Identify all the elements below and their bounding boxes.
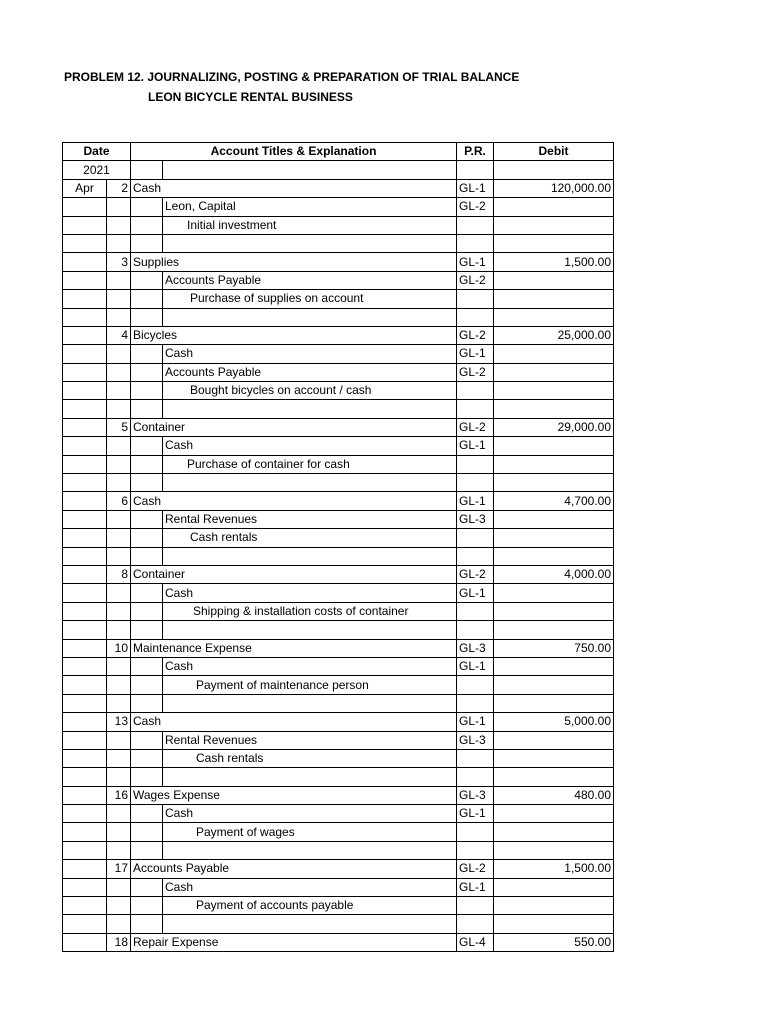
post-ref: GL-2 (457, 565, 494, 583)
debit-account: Supplies (131, 253, 457, 271)
day-cell: 5 (107, 418, 131, 436)
month-cell (63, 933, 107, 951)
entry-explanation: Payment of wages (196, 824, 295, 839)
debit-amount: 4,000.00 (494, 565, 614, 583)
post-ref: GL-1 (457, 878, 494, 896)
debit-amount: 4,700.00 (494, 492, 614, 510)
journal-entry-explanation-row (63, 382, 614, 400)
debit-account: Bicycles (131, 326, 457, 344)
credit-account: Cash (163, 584, 457, 602)
debit-amount: 750.00 (494, 639, 614, 657)
journal-entry-explanation-row (63, 455, 614, 473)
journal-entry-explanation-row (63, 602, 614, 620)
month-cell (63, 418, 107, 436)
post-ref: GL-1 (457, 492, 494, 510)
debit-amount: 480.00 (494, 786, 614, 804)
journal-entry-explanation-row (63, 216, 614, 234)
blank-row (63, 915, 614, 933)
day-cell: 4 (107, 326, 131, 344)
month-cell (63, 492, 107, 510)
journal-entry-credit-row (63, 437, 614, 455)
entry-explanation: Shipping & installation costs of container (193, 603, 409, 618)
day-cell: 13 (107, 713, 131, 731)
journal-entry-credit-row (63, 198, 614, 216)
journal-entry-credit-row (63, 731, 614, 749)
blank-row (63, 474, 614, 492)
day-cell: 3 (107, 253, 131, 271)
debit-account: Cash (131, 492, 457, 510)
credit-account: Rental Revenues (163, 510, 457, 528)
debit-account: Maintenance Expense (131, 639, 457, 657)
credit-account: Cash (163, 437, 457, 455)
journal-entry-explanation-row (63, 749, 614, 767)
year-row (63, 161, 614, 179)
blank-row (63, 400, 614, 418)
journal-entry-debit-row (63, 713, 614, 731)
post-ref: GL-2 (457, 363, 494, 381)
credit-account: Accounts Payable (163, 271, 457, 289)
journal-body (63, 179, 614, 951)
post-ref: GL-2 (457, 860, 494, 878)
blank-row (63, 621, 614, 639)
post-ref: GL-1 (457, 437, 494, 455)
month-cell (63, 253, 107, 271)
month-cell (63, 713, 107, 731)
journal-entry-explanation-row (63, 823, 614, 841)
month-cell (63, 326, 107, 344)
day-cell: 17 (107, 860, 131, 878)
entry-explanation: Purchase of supplies on account (190, 291, 364, 306)
credit-account: Accounts Payable (163, 363, 457, 381)
journal-entry-credit-row (63, 363, 614, 381)
debit-account: Wages Expense (131, 786, 457, 804)
journal-entry-debit-row (63, 418, 614, 436)
debit-account: Repair Expense (131, 933, 457, 951)
post-ref: GL-2 (457, 418, 494, 436)
entry-explanation: Initial investment (187, 217, 277, 232)
month-cell (63, 565, 107, 583)
entry-explanation: Payment of accounts payable (196, 898, 354, 913)
debit-account: Cash (131, 179, 457, 197)
journal-entry-credit-row (63, 345, 614, 363)
blank-row (63, 308, 614, 326)
journal-entry-explanation-row (63, 290, 614, 308)
journal-entry-debit-row (63, 179, 614, 197)
journal-entry-debit-row (63, 326, 614, 344)
journal-entry-explanation-row (63, 897, 614, 915)
journal-entry-credit-row (63, 657, 614, 675)
credit-account: Rental Revenues (163, 731, 457, 749)
debit-account: Cash (131, 713, 457, 731)
credit-account: Leon, Capital (163, 198, 457, 216)
journal-entry-credit-row (63, 510, 614, 528)
journal-entry-debit-row (63, 565, 614, 583)
post-ref: GL-3 (457, 639, 494, 657)
day-cell: 10 (107, 639, 131, 657)
journal-entry-debit-row (63, 253, 614, 271)
month-cell (63, 639, 107, 657)
header-row (63, 143, 614, 161)
month-cell: Apr (63, 179, 107, 197)
post-ref: GL-1 (457, 253, 494, 271)
problem-title: PROBLEM 12. JOURNALIZING, POSTING & PREPARATION OF TRIAL BALANCE (64, 70, 520, 84)
entry-explanation: Cash rentals (196, 751, 264, 766)
entry-explanation: Bought bicycles on account / cash (190, 383, 372, 398)
pr-header: P.R. (457, 143, 494, 161)
debit-amount: 29,000.00 (494, 418, 614, 436)
post-ref: GL-1 (457, 345, 494, 363)
blank-row (63, 841, 614, 859)
post-ref: GL-3 (457, 731, 494, 749)
credit-account: Cash (163, 878, 457, 896)
post-ref: GL-1 (457, 657, 494, 675)
month-cell (63, 860, 107, 878)
post-ref: GL-1 (457, 584, 494, 602)
journal-entry-credit-row (63, 584, 614, 602)
blank-row (63, 234, 614, 252)
debit-amount: 120,000.00 (494, 179, 614, 197)
business-name: LEON BICYCLE RENTAL BUSINESS (148, 90, 353, 104)
debit-amount: 1,500.00 (494, 253, 614, 271)
debit-amount: 550.00 (494, 933, 614, 951)
day-cell: 16 (107, 786, 131, 804)
journal-entry-credit-row (63, 271, 614, 289)
post-ref: GL-4 (457, 933, 494, 951)
credit-account: Cash (163, 657, 457, 675)
blank-row (63, 547, 614, 565)
debit-amount: 1,500.00 (494, 860, 614, 878)
debit-amount: 25,000.00 (494, 326, 614, 344)
journal-entry-credit-row (63, 878, 614, 896)
journal-entry-debit-row (63, 786, 614, 804)
post-ref: GL-2 (457, 326, 494, 344)
debit-header: Debit (494, 143, 614, 161)
journal-entry-credit-row (63, 805, 614, 823)
debit-account: Accounts Payable (131, 860, 457, 878)
journal-entry-debit-row (63, 492, 614, 510)
year-cell: 2021 (63, 161, 131, 179)
entry-explanation: Payment of maintenance person (196, 677, 369, 692)
debit-amount: 5,000.00 (494, 713, 614, 731)
journal-entry-debit-row (63, 639, 614, 657)
entry-explanation: Cash rentals (190, 530, 258, 545)
month-cell (63, 786, 107, 804)
post-ref: GL-1 (457, 713, 494, 731)
journal-entry-debit-row (63, 933, 614, 951)
journal-entry-explanation-row (63, 676, 614, 694)
debit-account: Container (131, 565, 457, 583)
day-cell: 6 (107, 492, 131, 510)
date-header: Date (63, 143, 131, 161)
blank-row (63, 694, 614, 712)
debit-account: Container (131, 418, 457, 436)
credit-account: Cash (163, 805, 457, 823)
day-cell: 8 (107, 565, 131, 583)
post-ref: GL-2 (457, 271, 494, 289)
post-ref: GL-1 (457, 179, 494, 197)
day-cell: 2 (107, 179, 131, 197)
post-ref: GL-2 (457, 198, 494, 216)
day-cell: 18 (107, 933, 131, 951)
post-ref: GL-3 (457, 786, 494, 804)
entry-explanation: Purchase of container for cash (187, 456, 350, 471)
journal-entry-explanation-row (63, 529, 614, 547)
journal-entry-debit-row (63, 860, 614, 878)
post-ref: GL-1 (457, 805, 494, 823)
credit-account: Cash (163, 345, 457, 363)
account-titles-header: Account Titles & Explanation (131, 143, 457, 161)
post-ref: GL-3 (457, 510, 494, 528)
general-journal-table (62, 142, 614, 952)
blank-row (63, 768, 614, 786)
